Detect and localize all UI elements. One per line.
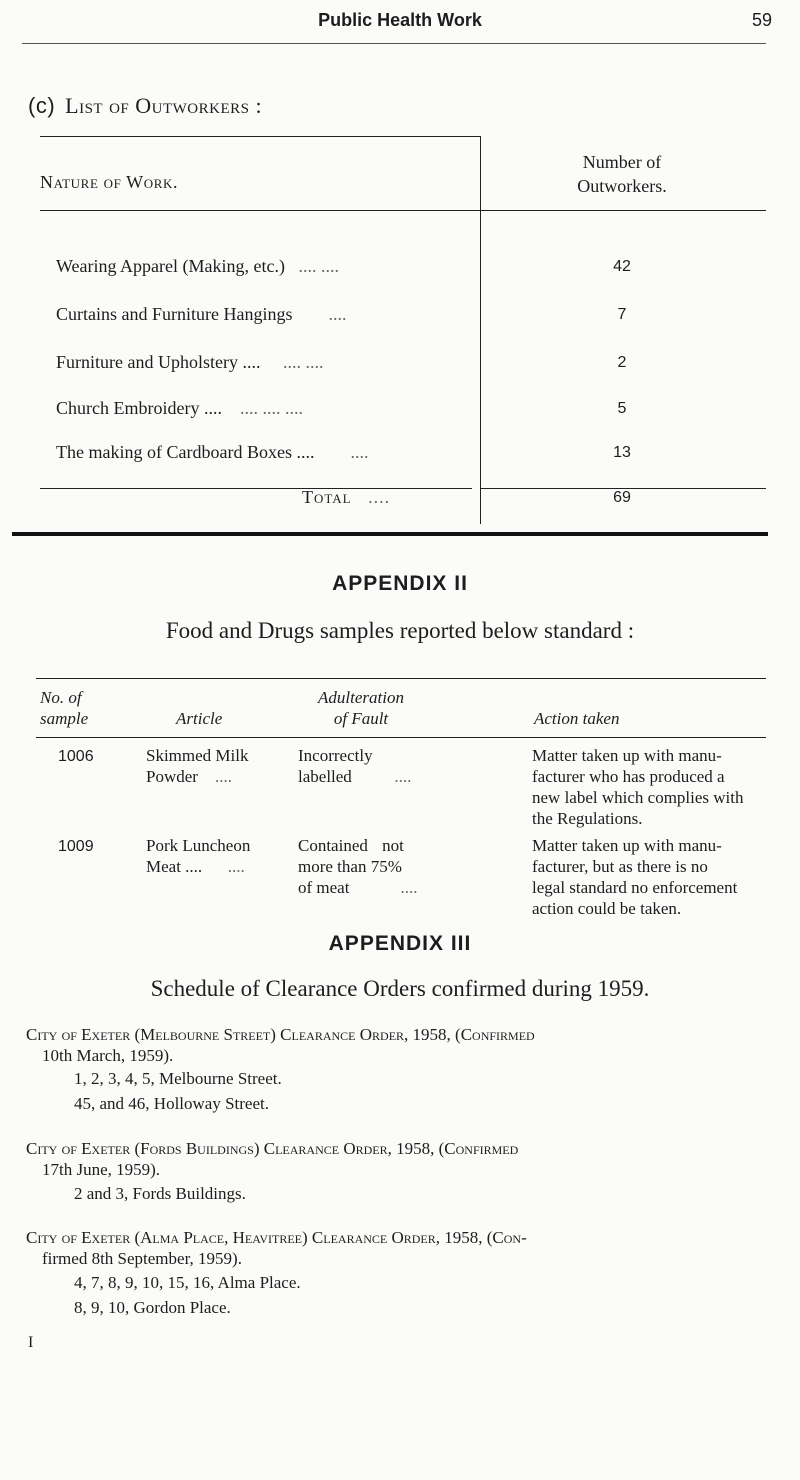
order-address: 1, 2, 3, 4, 5, Melbourne Street. bbox=[74, 1069, 282, 1088]
order-address: 45, and 46, Holloway Street. bbox=[74, 1094, 269, 1113]
column-header-nature: Nature of Work. bbox=[40, 172, 179, 192]
table-row bbox=[56, 304, 346, 325]
subtotal-rule bbox=[40, 488, 472, 489]
column-header-article: Article bbox=[176, 709, 223, 728]
table-row bbox=[56, 352, 323, 373]
clearance-order bbox=[26, 1138, 766, 1180]
column-header-number bbox=[484, 150, 760, 198]
action-line: new label which complies with bbox=[532, 788, 744, 807]
signature-mark: I bbox=[28, 1334, 34, 1351]
leader-dots: .... .... bbox=[298, 256, 339, 276]
table-row bbox=[56, 442, 368, 463]
header-rule bbox=[22, 43, 766, 44]
leader-dots: .... .... bbox=[282, 352, 324, 372]
column-header-action: Action taken bbox=[534, 709, 620, 728]
action-line: the Regulations. bbox=[532, 809, 643, 828]
appendix-2-subtitle: Food and Drugs samples reported below standard : bbox=[165, 618, 635, 643]
article-cell bbox=[146, 835, 286, 877]
action-line: legal standard no enforcement bbox=[532, 878, 738, 897]
column-header-adulteration bbox=[296, 687, 426, 729]
action-line: facturer who has produced a bbox=[532, 767, 725, 786]
action-line: Matter taken up with manu- bbox=[532, 836, 722, 855]
fault-line2 bbox=[298, 766, 508, 787]
order-title: City of Exeter (Fords Buildings) Clearance Order, 1958, (Confirmed bbox=[26, 1139, 519, 1158]
action-cell bbox=[532, 835, 772, 919]
row-label: Furniture and Upholstery .... bbox=[56, 352, 261, 372]
fault-cell bbox=[298, 835, 524, 898]
order-title: City of Exeter (Melbourne Street) Clearance Order, 1958, (Confirmed bbox=[26, 1025, 535, 1044]
header-rule-bottom bbox=[36, 737, 766, 738]
article-line2 bbox=[146, 856, 286, 877]
row-value: 5 bbox=[617, 400, 627, 417]
order-title-continued: 10th March, 1959). bbox=[42, 1046, 174, 1065]
header-rule-bottom bbox=[40, 210, 766, 211]
clearance-order bbox=[26, 1227, 766, 1269]
appendix-3-subtitle: Schedule of Clearance Orders confirmed during 1959. bbox=[150, 976, 650, 1001]
column-header-no-line2: sample bbox=[40, 709, 89, 728]
table-row bbox=[56, 398, 303, 419]
row-value: 7 bbox=[617, 306, 627, 323]
row-label: The making of Cardboard Boxes .... bbox=[56, 442, 315, 462]
article-line2-text: Meat .... bbox=[146, 857, 203, 876]
row-value: 42 bbox=[613, 258, 631, 275]
column-header-adulteration-line1: Adulteration bbox=[318, 688, 404, 707]
sample-number: 1006 bbox=[58, 748, 94, 765]
row-label: Church Embroidery .... bbox=[56, 398, 222, 418]
section-c-title: List of Outworkers : bbox=[65, 93, 263, 118]
fault-cell bbox=[298, 745, 508, 787]
article-cell bbox=[146, 745, 286, 787]
leader-dots: .... bbox=[368, 487, 391, 507]
total-label bbox=[302, 487, 390, 508]
leader-dots: .... bbox=[328, 304, 347, 324]
column-header-number-line1: Number of bbox=[582, 152, 662, 172]
fault-line3 bbox=[298, 877, 524, 898]
leader-dots: .... bbox=[394, 767, 412, 786]
article-line2 bbox=[146, 766, 286, 787]
section-c-heading bbox=[28, 93, 262, 119]
row-label: Wearing Apparel (Making, etc.) bbox=[56, 256, 285, 276]
leader-dots: .... bbox=[400, 878, 418, 897]
fault-line2: more than 75% bbox=[298, 857, 402, 876]
action-line: action could be taken. bbox=[532, 899, 682, 918]
action-line: facturer, but as there is no bbox=[532, 857, 708, 876]
column-header-no bbox=[40, 687, 88, 729]
order-address: 8, 9, 10, Gordon Place. bbox=[74, 1298, 231, 1317]
leader-dots: .... bbox=[214, 767, 232, 786]
leader-dots: .... bbox=[227, 857, 245, 876]
fault-line3-text: of meat bbox=[298, 878, 350, 897]
appendix-3-heading: APPENDIX III bbox=[328, 932, 472, 955]
fault-line1: Incorrectly bbox=[298, 746, 373, 765]
table-column-divider bbox=[480, 136, 481, 524]
column-header-no-line1: No. of bbox=[40, 688, 82, 707]
action-line: Matter taken up with manu- bbox=[532, 746, 722, 765]
row-value: 2 bbox=[617, 354, 627, 371]
order-address: 2 and 3, Fords Buildings. bbox=[74, 1184, 246, 1203]
table-top-rule bbox=[40, 136, 480, 137]
action-cell bbox=[532, 745, 772, 829]
article-line2-text: Powder bbox=[146, 767, 198, 786]
order-title-continued: firmed 8th September, 1959). bbox=[42, 1249, 242, 1268]
fault-line2-text: labelled bbox=[298, 767, 352, 786]
total-value: 69 bbox=[613, 489, 631, 506]
table-top-rule bbox=[36, 678, 766, 679]
column-header-number-line2: Outworkers. bbox=[577, 176, 667, 196]
leader-dots: .... bbox=[350, 442, 369, 462]
total-label-text: Total bbox=[302, 487, 352, 507]
table-bottom-rule bbox=[12, 532, 768, 536]
order-title-continued: 17th June, 1959). bbox=[42, 1160, 161, 1179]
article-line1: Pork Luncheon bbox=[146, 836, 251, 855]
leader-dots: .... .... .... bbox=[239, 398, 303, 418]
page-number: 59 bbox=[751, 10, 772, 30]
row-label: Curtains and Furniture Hangings bbox=[56, 304, 293, 324]
page-header-title: Public Health Work bbox=[318, 10, 482, 30]
clearance-order bbox=[26, 1024, 766, 1066]
sample-number: 1009 bbox=[58, 838, 94, 855]
column-header-adulteration-line2: of Fault bbox=[333, 709, 389, 728]
table-row bbox=[56, 256, 339, 277]
order-title: City of Exeter (Alma Place, Heavitree) Clearance Order, 1958, (Con- bbox=[26, 1228, 527, 1247]
row-value: 13 bbox=[613, 444, 631, 461]
order-address: 4, 7, 8, 9, 10, 15, 16, Alma Place. bbox=[74, 1273, 301, 1292]
fault-line1: Contained not bbox=[298, 836, 404, 855]
section-c-label: (c) bbox=[28, 93, 56, 118]
appendix-2-heading: APPENDIX II bbox=[332, 572, 468, 595]
article-line1: Skimmed Milk bbox=[146, 746, 249, 765]
